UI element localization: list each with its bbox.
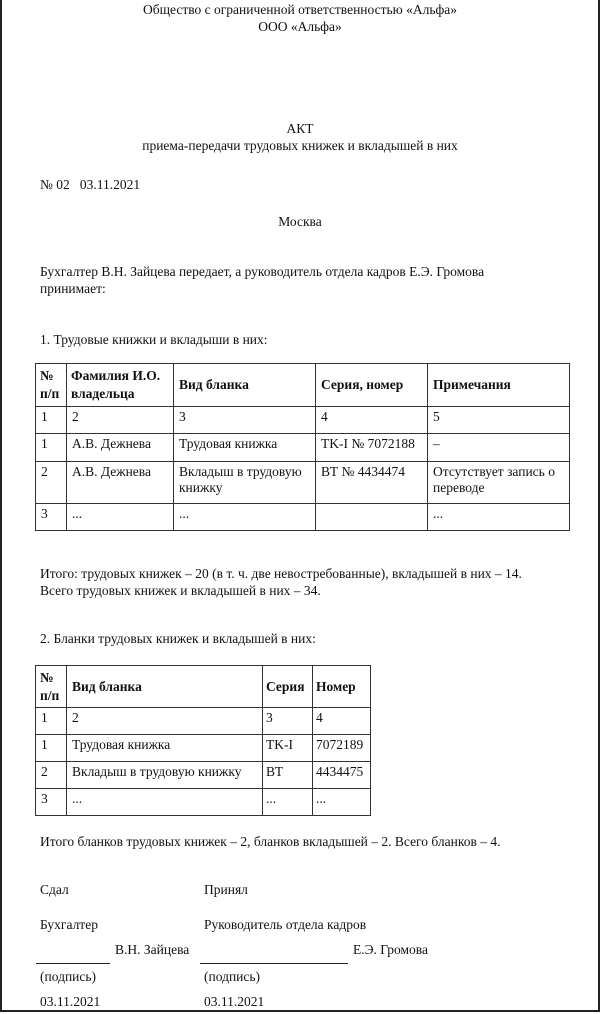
section1-heading: 1. Трудовые книжки и вкладыши в них: <box>40 332 268 347</box>
table-cell: 3 <box>36 504 67 531</box>
column-header: Номер <box>313 666 371 708</box>
table-cell <box>316 504 428 531</box>
table-cell: 4 <box>316 407 428 434</box>
signature-line-right <box>200 963 348 964</box>
table-cell: Отсутствует запись о переводе <box>428 462 570 504</box>
table-cell: TK-I № 7072188 <box>316 434 428 462</box>
handed-over-position: Бухгалтер <box>40 917 98 932</box>
table-cell: 4434475 <box>313 762 371 789</box>
table-row <box>36 708 371 735</box>
org-short-name: ООО «Альфа» <box>258 19 342 34</box>
table-row <box>36 407 570 434</box>
received-position: Руководитель отдела кадров <box>204 917 367 932</box>
table-cell: Трудовая книжка <box>67 735 263 762</box>
received-date: 03.11.2021 <box>204 994 265 1009</box>
table-cell: ... <box>67 504 174 531</box>
table-cell: 5 <box>428 407 570 434</box>
table-cell: ... <box>174 504 316 531</box>
table-row <box>36 462 570 504</box>
section1-total-line-1: Итого: трудовых книжек – 20 (в т. ч. две невостребованные), вкладышей в них – 14. <box>40 566 522 581</box>
table-cell: 2 <box>36 762 67 789</box>
column-header: Серия <box>263 666 313 708</box>
act-number-date: № 02 03.11.2021 <box>40 177 141 192</box>
table-cell: Трудовая книжка <box>174 434 316 462</box>
column-header: Примечания <box>428 364 570 407</box>
intro-line-2: принимает: <box>40 281 106 296</box>
signature-caption-right: (подпись) <box>204 969 261 984</box>
column-header: Фамилия И.О. владельца <box>67 364 174 407</box>
blanks-table <box>35 665 371 816</box>
column-header: № п/п <box>36 364 67 407</box>
table-cell: 1 <box>36 735 67 762</box>
received-label: Принял <box>204 882 248 897</box>
column-header: Вид бланка <box>174 364 316 407</box>
table-cell: 1 <box>36 708 67 735</box>
table-cell: 1 <box>36 407 67 434</box>
table-cell: TK-I <box>263 735 313 762</box>
table-cell: ... <box>313 789 371 816</box>
signature-line-left <box>36 963 110 964</box>
table-cell: Вкладыш в трудовую книжку <box>67 762 263 789</box>
city: Москва <box>278 214 322 229</box>
table-cell: 7072189 <box>313 735 371 762</box>
table-row <box>36 504 570 531</box>
handed-over-label: Сдал <box>40 882 69 897</box>
received-name: Е.Э. Громова <box>353 942 428 957</box>
table-cell: ВТ <box>263 762 313 789</box>
table-row <box>36 789 371 816</box>
table-cell: 3 <box>174 407 316 434</box>
table-cell: 2 <box>67 708 263 735</box>
table-row <box>36 434 570 462</box>
table-cell: ВТ № 4434474 <box>316 462 428 504</box>
org-full-name: Общество с ограниченной ответственностью «Альфа» <box>143 2 457 17</box>
table-cell: Вкладыш в трудовую книжку <box>174 462 316 504</box>
table-cell: 3 <box>36 789 67 816</box>
table-cell: А.В. Дежнева <box>67 462 174 504</box>
table-header-row <box>36 364 570 407</box>
column-header: Вид бланка <box>67 666 263 708</box>
section2-heading: 2. Бланки трудовых книжек и вкладышей в них: <box>40 631 316 646</box>
table-cell: 2 <box>67 407 174 434</box>
table-cell: 4 <box>313 708 371 735</box>
table-cell: ... <box>428 504 570 531</box>
table-cell: 1 <box>36 434 67 462</box>
act-subtitle: приема-передачи трудовых книжек и вкладышей в них <box>142 138 458 153</box>
books-table <box>35 363 570 531</box>
column-header: Серия, номер <box>316 364 428 407</box>
handed-over-date: 03.11.2021 <box>40 994 101 1009</box>
table-cell: А.В. Дежнева <box>67 434 174 462</box>
table-header-row <box>36 666 371 708</box>
intro-line-1: Бухгалтер В.Н. Зайцева передает, а руководитель отдела кадров Е.Э. Громова <box>40 264 485 279</box>
table-cell: 3 <box>263 708 313 735</box>
act-title: АКТ <box>286 121 314 136</box>
signature-caption-left: (подпись) <box>40 969 97 984</box>
column-header: № п/п <box>36 666 67 708</box>
handed-over-name: В.Н. Зайцева <box>115 942 190 957</box>
table-cell: ... <box>263 789 313 816</box>
section1-total-line-2: Всего трудовых книжек и вкладышей в них – 34. <box>40 583 321 598</box>
table-cell: 2 <box>36 462 67 504</box>
section2-total: Итого бланков трудовых книжек – 2, бланков вкладышей – 2. Всего бланков – 4. <box>40 834 501 849</box>
table-cell: – <box>428 434 570 462</box>
table-cell: ... <box>67 789 263 816</box>
table-row <box>36 762 371 789</box>
table-row <box>36 735 371 762</box>
